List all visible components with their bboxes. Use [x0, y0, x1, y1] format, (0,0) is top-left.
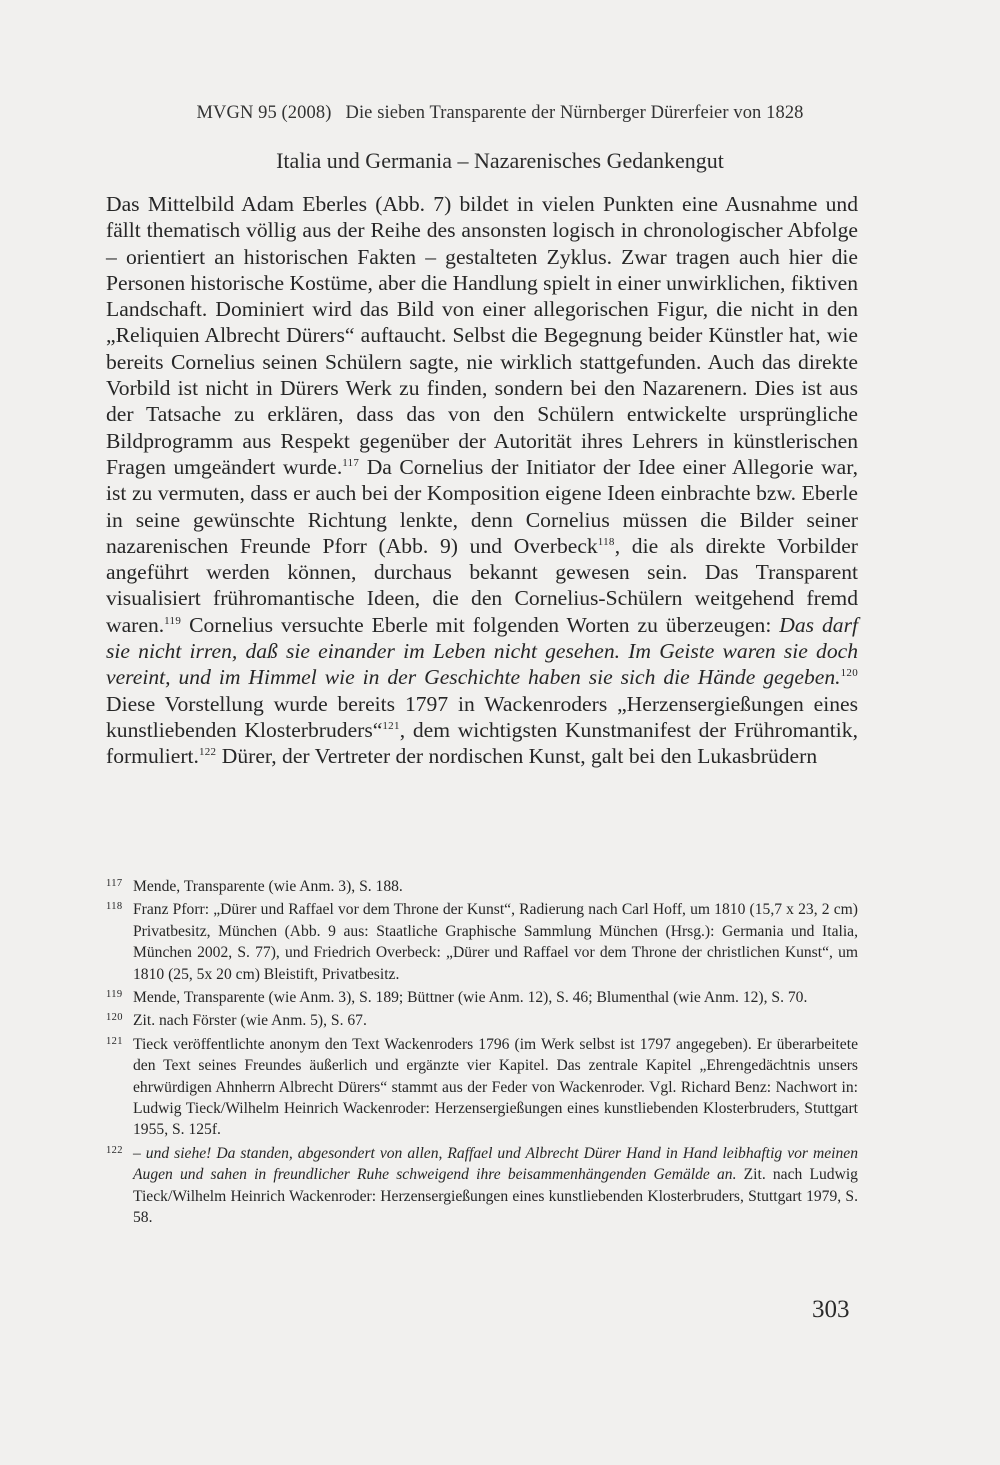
footnote-ref-122: 122	[198, 746, 217, 759]
footnote	[106, 987, 858, 1008]
footnote-ref-118: 118	[597, 535, 615, 548]
page-number: 303	[812, 1296, 850, 1323]
body-text-run: Das Mittelbild Adam Eberles (Abb. 7) bildet in vielen Punkten eine Ausnahme und fällt thematisch völlig aus der Reihe des ansonsten logisch in chronologischer Abfolge – orientiert an historischen Fakten – gestalteten Zyklus. Zwar tragen auch hier die Personen historische Kostüme, aber die Handlung spielt in einer unwirklichen, fiktiven Landschaft. Dominiert wird das Bild von einer allegorischen Figur, die nicht in den „Reliquien Albrecht Dürers“ auftaucht. Selbst die Begegnung beider Künstler hat, wie bereits Cornelius seinen Schülern sagte, nie wirklich stattgefunden. Auch das direkte Vorbild ist nicht in Dürers Werk zu finden, sondern bei den Nazarenern. Dies ist aus der Tatsache zu erklären, dass das von den Schülern entwickelte ursprüngliche Bildprogramm aus Respekt gegenüber der Autorität ihres Lehrers in künstlerischen Fragen umgeändert wurde.	[106, 192, 859, 479]
footnote-text: Franz Pforr: „Dürer und Raffael vor dem Throne der Kunst“, Radierung nach Carl Hoff, um 1810 (15,7 x 23, 2 cm) Privatbesitz, München (Abb. 9 aus: Staatliche Graphische Sammlung München (Hrsg.): Germania und Italia, München 2002, S. 77), und Friedrich Overbeck: „Dürer und Raffael vor dem Throne der christlichen Kunst“, um 1810 (25, 5x 20 cm) Bleistift, Privatbesitz.	[133, 901, 858, 983]
footnote-ref-121: 121	[382, 719, 400, 732]
footnote-ref-119: 119	[164, 614, 182, 627]
footnote	[106, 1143, 858, 1229]
body-paragraph	[106, 191, 858, 770]
footnote-ref-120: 120	[840, 667, 858, 680]
footnote-number: 117	[106, 878, 123, 889]
footnote	[106, 899, 858, 985]
footnote	[106, 1034, 858, 1141]
article-title: Die sieben Transparente der Nürnberger Dürerfeier von 1828	[345, 103, 804, 123]
footnote-number: 119	[106, 989, 123, 1001]
footnote-number: 122	[106, 1144, 123, 1156]
footnote-text: Zit. nach Förster (wie Anm. 5), S. 67.	[133, 1012, 367, 1030]
footnote-text: Mende, Transparente (wie Anm. 3), S. 189; Büttner (wie Anm. 12), S. 46; Blumenthal (wie Anm. 12), S. 70.	[133, 989, 808, 1007]
footnote-text: Tieck veröffentlichte anonym den Text Wackenroders 1796 (im Werk selbst ist 1797 angegeben). Er überarbeitete den Text seines Freundes äußerlich und ergänzte vier Kapitel. Das zentrale Kapitel „Ehrengedächtnis unsers ehrwürdigen Ahnherrn Albrecht Dürers“ stammt aus der Feder von Wackenroder. Vgl. Richard Benz: Nachwort in: Ludwig Tieck/Wilhelm Heinrich Wackenroder: Herzensergießungen eines kunstliebenden Klosterbruders, Stuttgart 1955, S. 125f.	[133, 1035, 858, 1139]
footnote-number: 118	[106, 901, 123, 913]
body-text-run: , dem wichtigsten Kunstmanifest der Frühromantik, formuliert.	[106, 717, 859, 769]
footnote-number: 120	[106, 1012, 123, 1024]
quotation: Das darf sie nicht irren, daß sie einander im Leben nicht gesehen. Im Geiste waren sie doch vereint, und im Himmel wie in der Geschichte haben sie sich die Hände gegeben.	[106, 612, 858, 690]
footnote	[106, 1010, 858, 1031]
footnote-number: 121	[106, 1035, 123, 1047]
footnote-text: Zit. nach Ludwig Tieck/Wilhelm Heinrich Wackenroder: Herzensergießungen eines kunstliebenden Klosterbruders, Stuttgart 1979, S. 58.	[133, 1166, 858, 1227]
footnote-text: Mende, Transparente (wie Anm. 3), S. 188.	[133, 878, 403, 895]
body-text-run: Cornelius versuchte Eberle mit folgenden Worten zu überzeugen:	[181, 612, 780, 637]
body-text	[106, 191, 858, 770]
body-text-run: Dürer, der Vertreter der nordischen Kunst, galt bei den Lukasbrüdern	[216, 744, 818, 769]
section-heading: Italia und Germania – Nazarenisches Gedankengut	[276, 148, 724, 173]
journal-reference: MVGN 95 (2008)	[196, 103, 332, 123]
footnote-ref-117: 117	[342, 456, 360, 469]
body-text-run: Diese Vorstellung wurde bereits 1797 in Wackenroders „Herzensergießungen eines kunstliebenden Klosterbruders“	[106, 691, 858, 742]
body-text-run: , die als direkte Vorbilder angeführt werden können, durchaus bekannt gewesen sein. Das Transparent visualisiert frühromantische Ideen, die den Cornelius-Schülern weitgehend fremd waren.	[106, 533, 858, 637]
running-header	[0, 103, 1000, 124]
footnote	[106, 876, 858, 897]
footnotes	[106, 876, 858, 1231]
body-text-run: Da Cornelius der Initiator der Idee einer Allegorie war, ist zu vermuten, dass er auch bei der Komposition eigene Ideen einbrachte bzw. Eberle in seine gewünschte Richtung lenkte, denn Cornelius müssen die Bilder seiner nazarenischen Freunde Pforr (Abb. 9) und Overbeck	[106, 454, 858, 558]
footnote-quotation: – und siehe! Da standen, abgesondert von allen, Raffael und Albrecht Dürer Hand in Hand leibhaftig vor meinen Augen und sahen in freundlicher Ruhe schweigend ihre beisammenhängenden Gemälde an.	[133, 1144, 858, 1184]
